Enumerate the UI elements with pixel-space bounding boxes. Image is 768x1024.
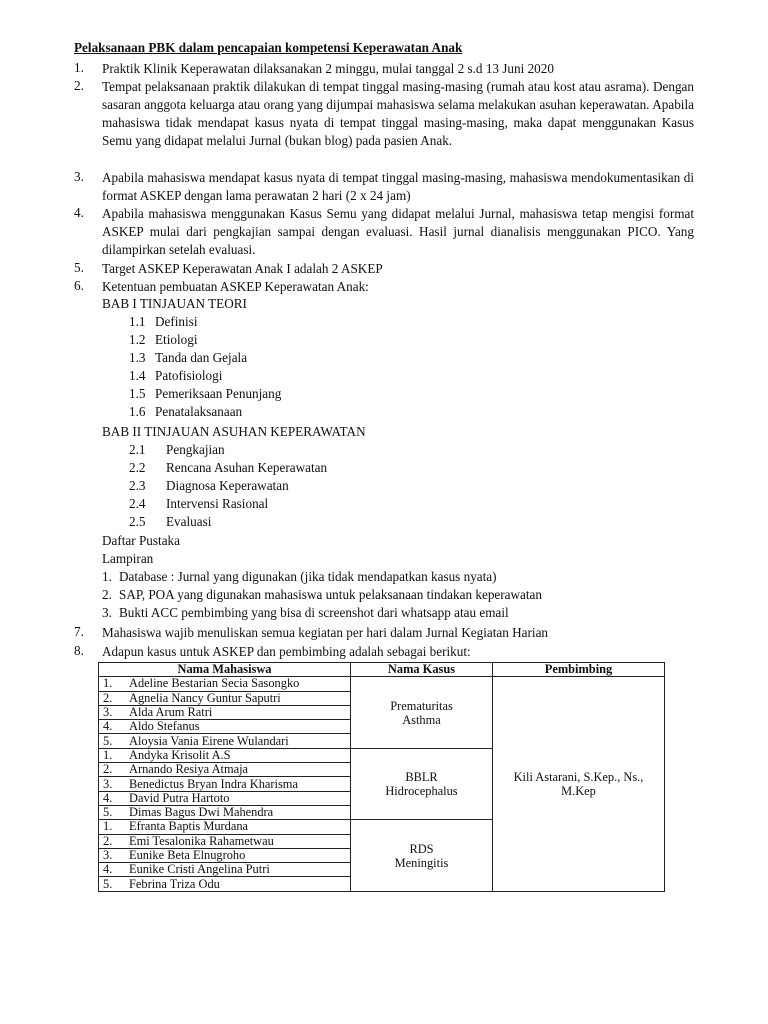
- list-number: 7.: [74, 624, 84, 639]
- bab1-item: 1.2 Etiologi: [129, 332, 198, 347]
- bab2-heading: BAB II TINJAUAN ASUHAN KEPERAWATAN: [102, 424, 366, 439]
- student-cell: 2. Arnando Resiya Atmaja: [99, 763, 351, 777]
- student-cell: 3. Alda Arum Ratri: [99, 705, 351, 719]
- student-cell: 1. Adeline Bestarian Secia Sasongko: [99, 677, 351, 691]
- student-cell: 4. David Putra Hartoto: [99, 791, 351, 805]
- list-item-3: [74, 169, 694, 205]
- daftar-pustaka: Daftar Pustaka: [102, 533, 180, 548]
- lampiran-item: 3. Bukti ACC pembimbing yang bisa di screenshot dari whatsapp atau email: [102, 605, 509, 620]
- student-cell: 5. Dimas Bagus Dwi Mahendra: [99, 805, 351, 819]
- bab2-item: 2.3 Diagnosa Keperawatan: [129, 478, 289, 493]
- bab1-item: 1.4 Patofisiologi: [129, 368, 223, 383]
- list-text: Adapun kasus untuk ASKEP dan pembimbing adalah sebagai berikut:: [102, 644, 471, 659]
- bab2-item: 2.1 Pengkajian: [129, 442, 225, 457]
- list-number: 5.: [74, 260, 84, 275]
- bab1-item: 1.3 Tanda dan Gejala: [129, 350, 248, 365]
- student-cell: 1. Efranta Baptis Murdana: [99, 820, 351, 834]
- list-item-6: [74, 278, 694, 296]
- student-cell: 5. Aloysia Vania Eirene Wulandari: [99, 734, 351, 748]
- case-assignment-table: [98, 662, 665, 892]
- list-number: 3.: [74, 169, 84, 184]
- list-number: 8.: [74, 643, 84, 658]
- header-nama-kasus: Nama Kasus: [351, 663, 493, 677]
- list-item-1: [74, 60, 694, 78]
- pembimbing-cell: Kili Astarani, S.Kep., Ns., M.Kep: [493, 677, 665, 891]
- bab1-item: 1.1 Definisi: [129, 314, 198, 329]
- student-cell: 3. Benedictus Bryan Indra Kharisma: [99, 777, 351, 791]
- case-cell: BBLR Hidrocephalus: [351, 748, 493, 819]
- list-number: 1.: [74, 60, 84, 75]
- student-cell: 1. Andyka Krisolit A.S: [99, 748, 351, 762]
- student-cell: 2. Agnelia Nancy Guntur Saputri: [99, 691, 351, 705]
- list-item-5: [74, 260, 694, 278]
- bab2-item: 2.4 Intervensi Rasional: [129, 496, 269, 511]
- document-title: Pelaksanaan PBK dalam pencapaian kompetensi Keperawatan Anak: [74, 40, 463, 55]
- list-number: 4.: [74, 205, 84, 220]
- bab2-item: 2.2 Rencana Asuhan Keperawatan: [129, 460, 328, 475]
- list-item-2: [74, 78, 694, 150]
- case-cell: RDS Meningitis: [351, 820, 493, 891]
- bab2-item: 2.5 Evaluasi: [129, 514, 212, 529]
- bab1-item: 1.6 Penatalaksanaan: [129, 404, 243, 419]
- student-cell: 3. Eunike Beta Elnugroho: [99, 848, 351, 862]
- header-pembimbing: Pembimbing: [493, 663, 665, 677]
- list-number: 2.: [74, 78, 84, 93]
- list-text: Tempat pelaksanaan praktik dilakukan di tempat tinggal masing-masing (rumah atau kost atau asrama). Dengan sasaran anggota keluarga atau orang yang dijumpai mahasiswa selama melakukan asuhan keperawatan. Apabila mahasiswa tidak mendapat kasus nyata di tempat tinggal masing-masing, maka dapat menggunakan Kasus Semu yang didapat melalui Jurnal (bukan blog) pada pasien Anak.: [102, 79, 694, 148]
- list-text: Apabila mahasiswa menggunakan Kasus Semu yang didapat melalui Jurnal, mahasiswa tetap mengisi format ASKEP mulai dari pengkajian sampai dengan evaluasi. Hasil jurnal dianalisis menggunakan PICO. Yang dilampirkan setelah evaluasi.: [102, 206, 694, 257]
- student-cell: 5. Febrina Triza Odu: [99, 877, 351, 891]
- list-text: Target ASKEP Keperawatan Anak I adalah 2 ASKEP: [102, 261, 383, 276]
- case-cell: Prematuritas Asthma: [351, 677, 493, 748]
- list-text: Praktik Klinik Keperawatan dilaksanakan 2 minggu, mulai tanggal 2 s.d 13 Juni 2020: [102, 61, 554, 76]
- bab1-heading: BAB I TINJAUAN TEORI: [102, 296, 247, 311]
- lampiran-heading: Lampiran: [102, 551, 154, 566]
- list-text: Apabila mahasiswa mendapat kasus nyata di tempat tinggal masing-masing, mahasiswa mendokumentasikan di format ASKEP dengan lama perawatan 2 hari (2 x 24 jam): [102, 170, 694, 203]
- list-text: Ketentuan pembuatan ASKEP Keperawatan Anak:: [102, 279, 369, 294]
- bab1-item: 1.5 Pemeriksaan Penunjang: [129, 386, 282, 401]
- lampiran-item: 1. Database : Jurnal yang digunakan (jika tidak mendapatkan kasus nyata): [102, 569, 497, 584]
- table-row: [99, 677, 665, 691]
- list-text: Mahasiswa wajib menuliskan semua kegiatan per hari dalam Jurnal Kegiatan Harian: [102, 625, 549, 640]
- lampiran-item: 2. SAP, POA yang digunakan mahasiswa untuk pelaksanaan tindakan keperawatan: [102, 587, 542, 602]
- list-item-7: [74, 624, 694, 642]
- student-cell: 4. Eunike Cristi Angelina Putri: [99, 863, 351, 877]
- list-number: 6.: [74, 278, 84, 293]
- student-cell: 2. Emi Tesalonika Rahametwau: [99, 834, 351, 848]
- list-item-8: [74, 643, 694, 661]
- header-nama-mahasiswa: Nama Mahasiswa: [99, 663, 351, 677]
- table-header-row: [99, 663, 665, 677]
- student-cell: 4. Aldo Stefanus: [99, 720, 351, 734]
- list-item-4: [74, 205, 694, 259]
